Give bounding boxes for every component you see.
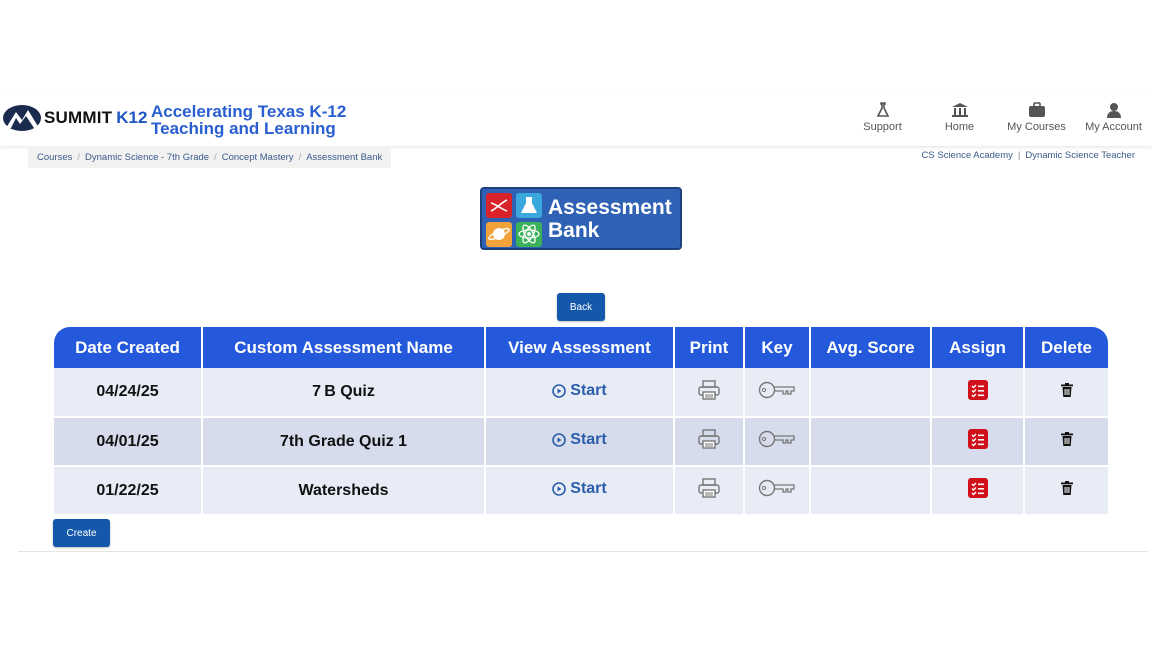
nav-my-courses-label: My Courses xyxy=(1007,121,1066,133)
banner-line2: Bank xyxy=(548,219,600,242)
key-icon[interactable] xyxy=(758,479,796,502)
header-view-assessment: View Assessment xyxy=(485,327,674,368)
institution-icon xyxy=(951,102,969,118)
top-nav xyxy=(844,102,1152,133)
printer-icon[interactable] xyxy=(698,478,720,503)
banner-line1: Assessment xyxy=(548,196,672,219)
top-header xyxy=(0,94,1152,146)
row-view xyxy=(485,417,674,466)
row-avg-score xyxy=(810,368,931,417)
user-role[interactable]: Dynamic Science Teacher xyxy=(1025,150,1135,161)
summit-k12-logo[interactable] xyxy=(2,104,147,132)
breadcrumb-courses[interactable]: Courses xyxy=(37,152,73,163)
tagline-line1: Accelerating Texas K-12 xyxy=(151,102,347,121)
header-avg-score: Avg. Score xyxy=(810,327,931,368)
breadcrumb-separator: / xyxy=(214,152,217,163)
row-view xyxy=(485,466,674,515)
science-tiles xyxy=(486,193,542,247)
row-name: 7th Grade Quiz 1 xyxy=(202,417,485,466)
nav-support-label: Support xyxy=(863,121,902,133)
row-name: 7 B Quiz xyxy=(202,368,485,417)
footer-divider xyxy=(18,551,1148,552)
start-link[interactable] xyxy=(552,480,606,498)
nav-home-label: Home xyxy=(944,121,975,133)
row-name: Watersheds xyxy=(202,466,485,515)
assign-checklist-icon[interactable] xyxy=(968,429,988,454)
table-row xyxy=(54,417,1108,466)
row-key xyxy=(744,417,810,466)
row-avg-score xyxy=(810,466,931,515)
header-delete: Delete xyxy=(1024,327,1108,368)
play-circle-icon xyxy=(552,482,566,496)
assign-checklist-icon[interactable] xyxy=(968,380,988,405)
row-print xyxy=(674,466,744,515)
row-delete xyxy=(1024,466,1108,515)
user-icon xyxy=(1106,102,1122,118)
start-label: Start xyxy=(570,480,607,497)
header-print: Print xyxy=(674,327,744,368)
breadcrumb-concept-mastery[interactable]: Concept Mastery xyxy=(221,152,294,163)
row-avg-score xyxy=(810,417,931,466)
start-link[interactable] xyxy=(552,382,606,400)
nav-my-courses[interactable] xyxy=(998,102,1075,133)
breadcrumb-course[interactable]: Dynamic Science - 7th Grade xyxy=(85,152,210,163)
breadcrumb xyxy=(28,148,391,168)
header-assessment-name[interactable]: Custom Assessment Name xyxy=(202,327,485,368)
printer-icon[interactable] xyxy=(698,380,720,405)
row-view xyxy=(485,368,674,417)
row-date: 01/22/25 xyxy=(54,466,202,515)
user-info xyxy=(922,150,1135,161)
mountain-logo-icon xyxy=(2,104,42,132)
row-print xyxy=(674,417,744,466)
trash-icon[interactable] xyxy=(1061,481,1073,500)
start-label: Start xyxy=(570,431,607,448)
header-date-created[interactable]: Date Created xyxy=(54,327,202,368)
beaker-icon xyxy=(516,193,542,218)
tagline-line2: Teaching and Learning xyxy=(151,119,336,138)
row-delete xyxy=(1024,417,1108,466)
assessment-bank-banner xyxy=(480,187,682,250)
row-assign xyxy=(931,368,1024,417)
printer-icon[interactable] xyxy=(698,429,720,454)
key-icon[interactable] xyxy=(758,430,796,453)
banner-title xyxy=(548,196,672,242)
row-date: 04/24/25 xyxy=(54,368,202,417)
user-info-separator: | xyxy=(1017,150,1021,161)
create-button[interactable]: Create xyxy=(53,519,110,547)
nav-support[interactable] xyxy=(844,102,921,133)
header-assign: Assign xyxy=(931,327,1024,368)
nav-my-account[interactable] xyxy=(1075,102,1152,133)
school-name[interactable]: CS Science Academy xyxy=(921,150,1013,161)
back-button[interactable]: Back xyxy=(557,293,605,321)
tagline xyxy=(151,103,346,137)
row-assign xyxy=(931,466,1024,515)
planet-icon xyxy=(486,222,512,247)
atom-icon xyxy=(516,222,542,247)
logo-k12-text: K12 xyxy=(116,108,148,127)
breadcrumb-separator: / xyxy=(298,152,302,163)
start-label: Start xyxy=(570,381,607,399)
logo-summit-text: SUMMIT xyxy=(44,108,113,127)
row-print xyxy=(674,368,744,417)
key-icon[interactable] xyxy=(758,381,796,404)
play-circle-icon xyxy=(552,433,566,447)
row-delete xyxy=(1024,368,1108,417)
nav-my-account-label: My Account xyxy=(1085,121,1142,133)
play-circle-icon xyxy=(552,384,566,398)
trash-icon[interactable] xyxy=(1061,383,1073,402)
row-assign xyxy=(931,417,1024,466)
row-key xyxy=(744,368,810,417)
trash-icon[interactable] xyxy=(1061,432,1073,451)
start-link[interactable] xyxy=(552,431,606,449)
flask-icon xyxy=(876,102,890,118)
table-row xyxy=(54,368,1108,417)
dna-icon xyxy=(486,193,512,218)
assign-checklist-icon[interactable] xyxy=(968,478,988,503)
breadcrumb-current: Assessment Bank xyxy=(306,152,383,163)
row-date: 04/01/25 xyxy=(54,417,202,466)
row-key xyxy=(744,466,810,515)
header-key: Key xyxy=(744,327,810,368)
table-header-row xyxy=(54,327,1108,368)
breadcrumb-separator: / xyxy=(77,152,81,163)
nav-home[interactable] xyxy=(921,102,998,133)
briefcase-icon xyxy=(1028,102,1046,118)
table-row xyxy=(54,466,1108,515)
assessment-table xyxy=(54,327,1108,516)
